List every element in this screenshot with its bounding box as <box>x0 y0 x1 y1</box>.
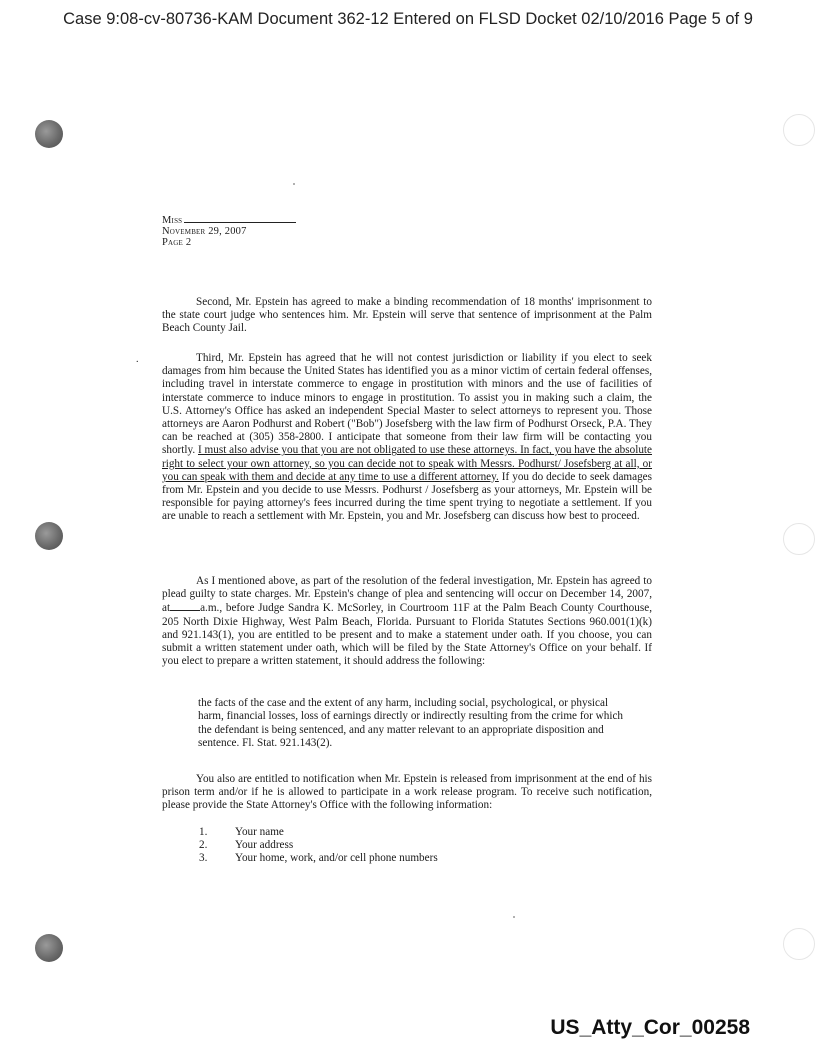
list-item <box>199 839 438 852</box>
list-number: 2. <box>199 839 208 851</box>
list-text: Your name <box>235 826 284 838</box>
info-list <box>199 826 438 865</box>
punch-hole-bottom <box>35 934 63 962</box>
scan-speck <box>293 183 295 185</box>
list-item <box>199 826 438 839</box>
punch-hole-right-bottom <box>783 928 815 960</box>
p4-part-a: As I mentioned above, as part of the resolution of the federal investigation, Mr. Epstein has agreed to plead guilty to state charges. Mr. Epstein's change of plea and sentencing will occur on December 14, 2007, at <box>162 575 652 615</box>
paragraph-notification <box>162 773 652 813</box>
paragraph-plea <box>162 575 652 668</box>
punch-hole-middle <box>35 522 63 550</box>
name-blank <box>184 213 296 223</box>
p3-part-a: Third, Mr. Epstein has agreed that he will not contest jurisdiction or liability if you elect to seek damages from him because the United States has identified you as a minor victim of certain federal offenses, including travel in interstate commerce to engage in prostitution with minors and the use of facilities of interstate commerce to induce minors to engage in prostitution. To assist you in making such a claim, the U.S. Attorney's Office has asked an independent Special Master to select attorneys to represent you. Those attorneys are Aaron Podhurst and Robert ("Bob") Josefsberg with the law firm of Podhurst Orseck, P.A. They can be reached at (305) 358-2800. I anticipate that someone from their law firm will be contacting you shortly. <box>162 352 652 457</box>
list-text: Your home, work, and/or cell phone numbers <box>235 852 438 864</box>
statute-quote: the facts of the case and the extent of any harm, including social, psychological, or physical harm, financial losses, loss of earnings directly or indirectly resulting from the crime for which the defendant is being sentenced, and any matter relevant to an appropriate disposition and sentence. Fl. Stat. 921.143(2). <box>198 697 624 750</box>
paragraph-second-text: Second, Mr. Epstein has agreed to make a binding recommendation of 18 months' imprisonment to the state court judge who sentences him. Mr. Epstein will serve that sentence of imprisonment at the Palm Beach County Jail. <box>162 296 652 335</box>
punch-hole-right-middle <box>783 523 815 555</box>
punch-hole-top <box>35 120 63 148</box>
case-header: Case 9:08-cv-80736-KAM Document 362-12 Entered on FLSD Docket 02/10/2016 Page 5 of 9 <box>63 10 753 28</box>
miss-label: Miss <box>162 215 183 226</box>
time-blank <box>170 601 200 611</box>
list-item <box>199 852 438 865</box>
paragraph-plea-text <box>162 575 652 668</box>
bates-number: US_Atty_Cor_00258 <box>550 1016 750 1039</box>
letter-date: November 29, 2007 <box>162 226 247 237</box>
miss-line <box>162 213 296 226</box>
scan-speck <box>513 916 515 918</box>
paragraph-third-text <box>162 352 652 524</box>
list-text: Your address <box>235 839 294 851</box>
p4-part-b: a.m., before Judge Sandra K. McSorley, in Courtroom 11F at the Palm Beach County Courthouse, 205 North Dixie Highway, West Palm Beach, Florida. Pursuant to Florida Statutes Sections 960.001(1)(k) and 921.143(1), you are entitled to be present and to make a statement under oath. If you choose, you can submit a written statement under oath, which will be filed by the State Attorney's Office on your behalf. If you elect to prepare a written statement, it should address the following: <box>162 602 652 668</box>
letter-meta <box>162 213 296 248</box>
punch-hole-right-top <box>783 114 815 146</box>
paragraph-second <box>162 296 652 336</box>
p3-underlined: I must also advise you that you are not obligated to use these attorneys. In fact, you have the absolute right to select your own attorney, so you can decide not to speak with Messrs. Podhurst/ Josefsberg at all, or you can speak with them and decide at any time to use a different attorney. <box>162 444 652 483</box>
list-number: 3. <box>199 852 208 864</box>
paragraph-notification-text: You also are entitled to notification when Mr. Epstein is released from imprisonment at the end of his prison term and/or if he is allowed to participate in a work release program. To receive such notification, please provide the State Attorney's Office with the following information: <box>162 773 652 812</box>
margin-mark: . <box>136 354 139 365</box>
paragraph-third <box>162 352 652 524</box>
page-number: Page 2 <box>162 237 192 248</box>
list-number: 1. <box>199 826 208 838</box>
p3-part-b: If you do decide to seek damages from Mr. Epstein and you decide to use Messrs. Podhurst / Josefsberg as your attorneys, Mr. Epstein will be responsible for paying attorney's fees incurred during the time spent trying to negotiate a settlement. If you are unable to reach a settlement with Mr. Epstein, you and Mr. Josefsberg can discuss how best to proceed. <box>162 470 652 523</box>
